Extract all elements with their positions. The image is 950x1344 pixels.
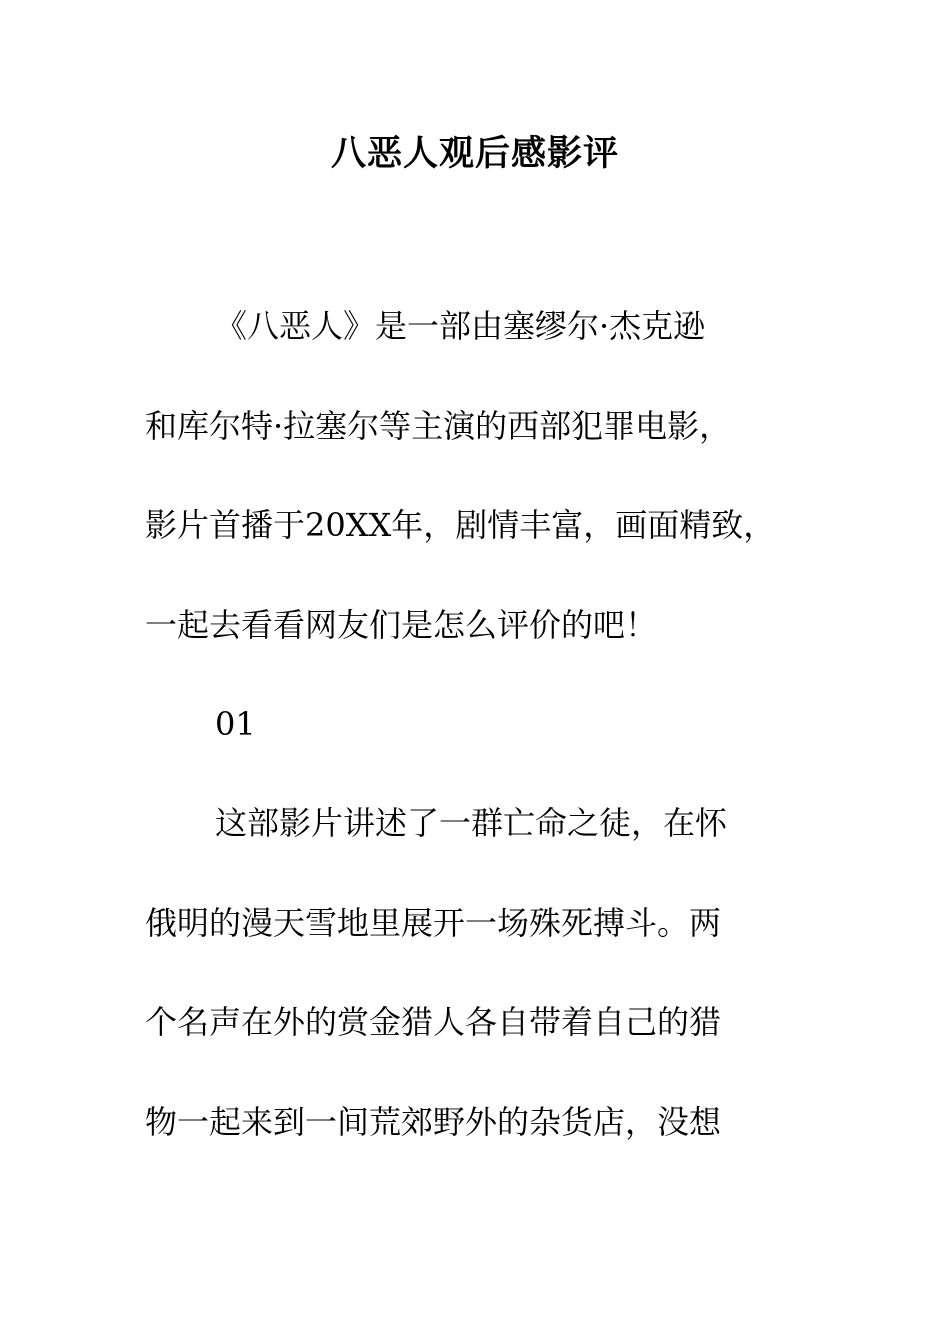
paragraph-2-line-1: 这部影片讲述了一群亡命之徒，在怀 — [215, 804, 728, 842]
paragraph-2-line-4: 物一起来到一间荒郊野外的杂货店，没想 — [145, 1103, 722, 1141]
paragraph-2-line-2: 俄明的漫天雪地里展开一场殊死搏斗。两 — [145, 904, 722, 942]
paragraph-1-line-3: 影片首播于20XX年，剧情丰富，画面精致， — [145, 506, 776, 544]
document-title: 八恶人观后感影评 — [330, 133, 619, 174]
paragraph-1-line-1: 《八恶人》是一部由塞缪尔·杰克逊 — [215, 307, 706, 345]
paragraph-2-line-3: 个名声在外的赏金猎人各自带着自己的猎 — [145, 1003, 722, 1041]
paragraph-1-line-4: 一起去看看网友们是怎么评价的吧！ — [145, 606, 658, 644]
paragraph-1-line-2: 和库尔特·拉塞尔等主演的西部犯罪电影， — [145, 407, 732, 445]
section-number: 01 — [215, 705, 256, 743]
